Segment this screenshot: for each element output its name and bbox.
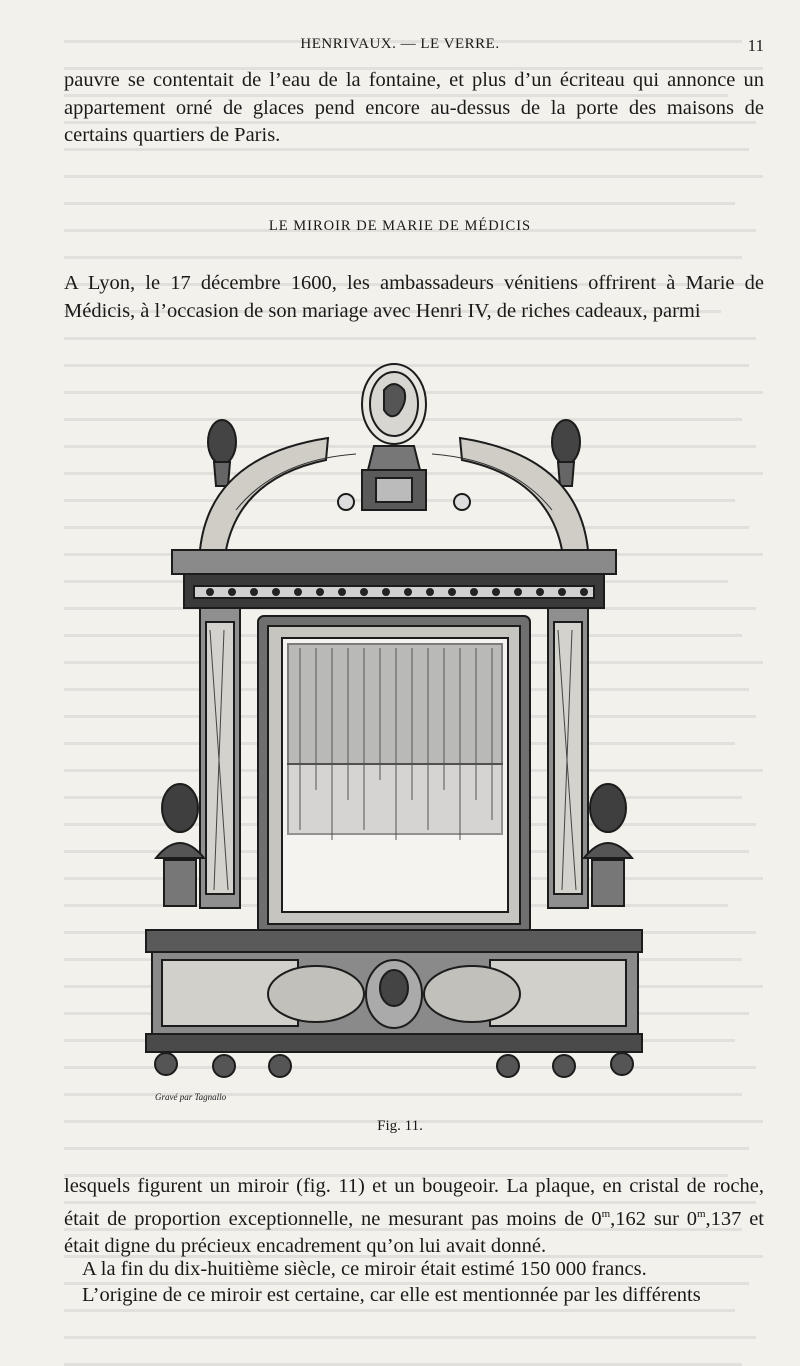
paragraph-value <box>64 1256 764 1284</box>
running-title: HENRIVAUX. — LE VERRE. <box>300 36 500 52</box>
paragraph-intro-text: A Lyon, le 17 décembre 1600, les ambassadeurs vénitiens offrirent à Marie de Médicis, à l’occasion de son mariage avec Henri IV, de riches cadeaux, parmi <box>64 272 764 322</box>
paragraph-value-text: A la fin du dix-huitième siècle, ce miroir était estimé 150 000 francs. <box>82 1258 647 1280</box>
mirror-engraving <box>140 360 660 1105</box>
page-header <box>0 36 800 58</box>
paragraph-continued <box>64 1173 764 1261</box>
paragraph-continued-text <box>64 1173 764 1261</box>
unit-superscript-1: m <box>601 1207 611 1220</box>
text-part-2: ,162 sur 0 <box>610 1207 697 1230</box>
section-title: LE MIROIR DE MARIE DE MÉDICIS <box>268 218 532 234</box>
text-part-1: lesquels figurent un miroir (fig. 11) et un bougeoir. La plaque, en cristal de roche, était de proportion exceptionnelle, ne mesurant pas moins de 0 <box>64 1175 764 1230</box>
figure-caption: Fig. 11. <box>377 1118 423 1134</box>
paragraph-origin <box>64 1282 764 1310</box>
paragraph-top <box>64 67 764 150</box>
unit-superscript-2: m <box>696 1207 706 1220</box>
text-part-3: ,137 et était digne du précieux encadrement qu’on lui avait donné. <box>64 1207 765 1257</box>
page-number: 11 <box>747 36 764 55</box>
paragraph-intro <box>64 270 764 325</box>
paragraph-origin-text: L’origine de ce miroir est certaine, car elle est mentionnée par les différents <box>82 1284 701 1306</box>
paragraph-top-text: pauvre se contentait de l’eau de la fontaine, et plus d’un écriteau qui annonce un appartement orné de glaces pend encore au-dessus de la porte des maisons de certains quartiers de Paris. <box>64 69 764 146</box>
engraver-signature: Gravé par Tagnallo <box>155 1092 227 1102</box>
